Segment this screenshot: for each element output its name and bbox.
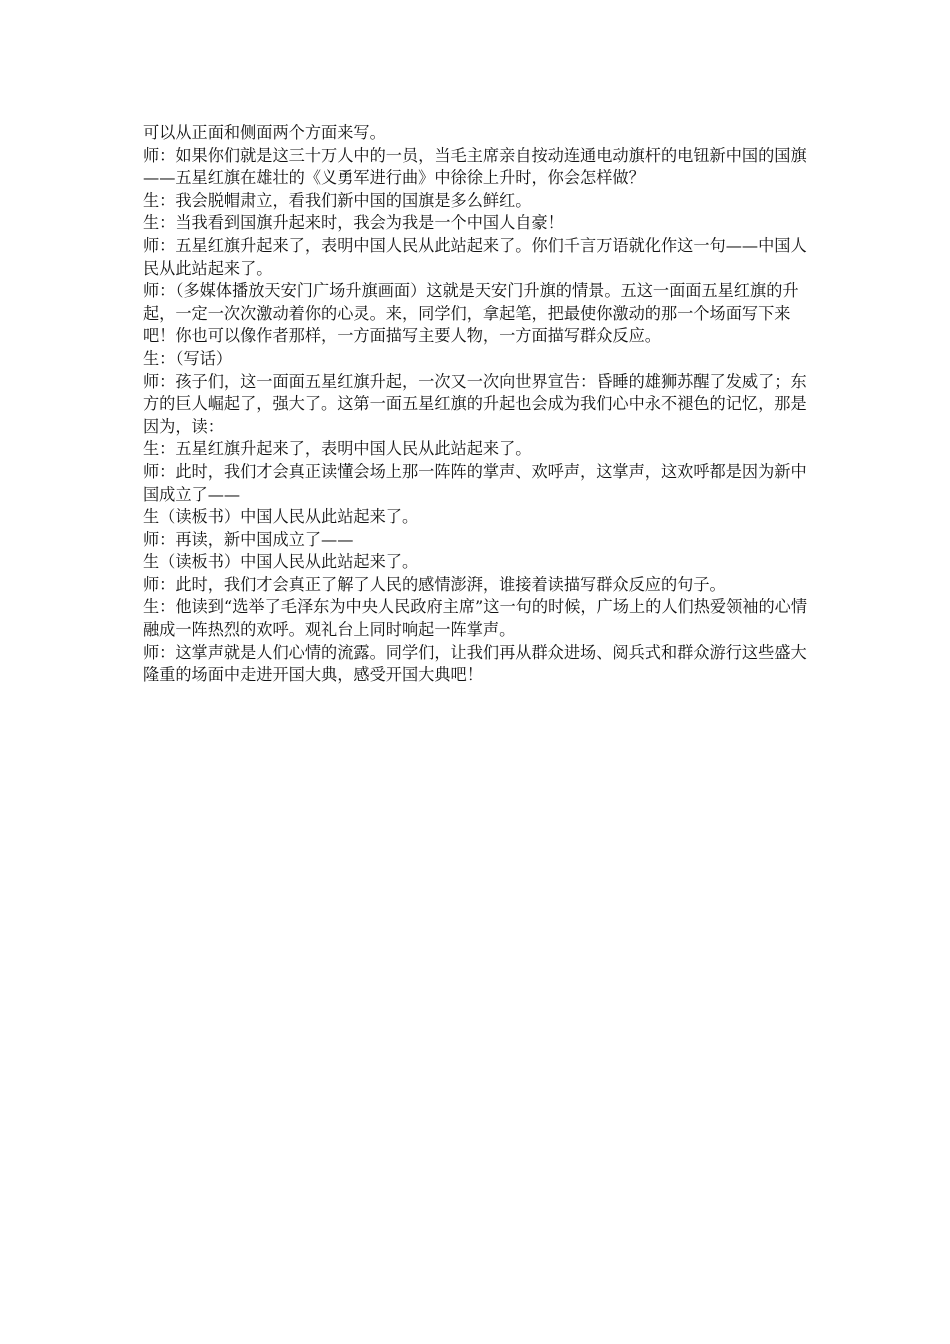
document-body — [143, 122, 813, 687]
paragraph: 生：他读到“选举了毛泽东为中央人民政府主席”这一句的时候，广场上的人们热爱领袖的心情融成一阵热烈的欢呼。观礼台上同时响起一阵掌声。 — [143, 597, 808, 640]
paragraph: 师：孩子们，这一面面五星红旗升起，一次又一次向世界宣告：昏睡的雄狮苏醒了发威了；东方的巨人崛起了，强大了。这第一面五星红旗的升起也会成为我们心中永不褪色的记忆，那是因为，读： — [143, 371, 807, 436]
paragraph: 生：我会脱帽肃立，看我们新中国的国旗是多么鲜红。 — [143, 190, 532, 210]
paragraph: 师：（多媒体播放天安门广场升旗画面）这就是天安门升旗的情景。五这一面面五星红旗的升起，一定一次次激动着你的心灵。来，同学们，拿起笔，把最使你激动的那一个场面写下来吧！你也可以像作者那样，一方面描写主要人物，一方面描写群众反应。 — [143, 281, 799, 346]
paragraph: 师：此时，我们才会真正读懂会场上那一阵阵的掌声、欢呼声，这掌声，这欢呼都是因为新中国成立了—— — [143, 461, 807, 504]
paragraph: 师：再读，新中国成立了—— — [143, 529, 354, 549]
paragraph: 师：此时，我们才会真正了解了人民的感情澎湃，谁接着读描写群众反应的句子。 — [143, 574, 726, 594]
paragraph: 师：这掌声就是人们心情的流露。同学们，让我们再从群众进场、阅兵式和群众游行这些盛大隆重的场面中走进开国大典，感受开国大典吧！ — [143, 642, 807, 685]
paragraph: 可以从正面和侧面两个方面来写。 — [143, 123, 386, 142]
paragraph: 生（读板书）中国人民从此站起来了。 — [143, 507, 419, 527]
paragraph: 生（读板书）中国人民从此站起来了。 — [143, 552, 419, 572]
paragraph: 师：五星红旗升起来了，表明中国人民从此站起来了。你们千言万语就化作这一句——中国人民从此站起来了。 — [143, 235, 807, 278]
paragraph: 生：（写话） — [143, 348, 233, 368]
paragraph: 师：如果你们就是这三十万人中的一员，当毛主席亲自按动连通电动旗杆的电钮新中国的国旗——五星红旗在雄壮的《义勇军进行曲》中徐徐上升时，你会怎样做？ — [143, 145, 807, 188]
paragraph: 生：五星红旗升起来了，表明中国人民从此站起来了。 — [143, 439, 532, 459]
paragraph: 生：当我看到国旗升起来时，我会为我是一个中国人自豪！ — [143, 213, 564, 233]
